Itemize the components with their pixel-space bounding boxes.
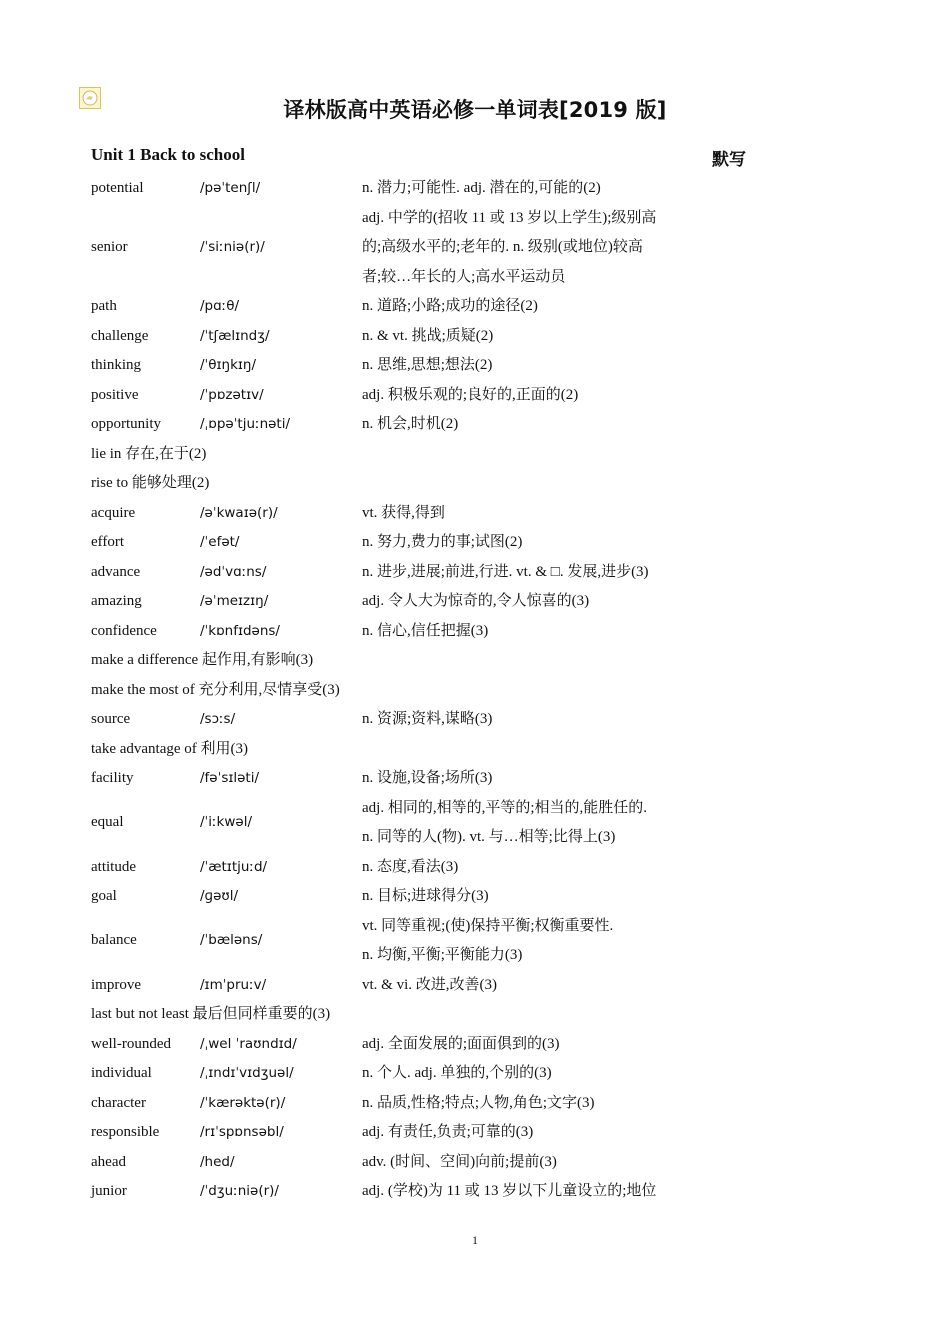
- definition-line: n. 机会,时机(2): [362, 416, 459, 432]
- vocab-phonetic: /əˈmeɪzɪŋ/: [200, 593, 269, 609]
- vocab-phonetic: /ˈθɪŋkɪŋ/: [200, 357, 257, 373]
- vocab-row: [91, 204, 731, 293]
- vocab-word: improve: [91, 976, 141, 993]
- vocab-definition: [362, 1059, 702, 1089]
- vocab-definition: [362, 617, 702, 647]
- vocab-phonetic: /ˌɒpəˈtjuːnəti/: [200, 416, 291, 432]
- vocab-word: balance: [91, 932, 137, 949]
- vocab-word: equal: [91, 814, 124, 831]
- vocab-phonetic: /ˈdʒuːniə(r)/: [200, 1183, 279, 1199]
- vocab-word: attitude: [91, 858, 136, 875]
- vocab-phonetic: /ɡəʊl/: [200, 888, 239, 904]
- definition-line: n. 资源;资料,谋略(3): [362, 711, 493, 727]
- vocab-row: [91, 912, 731, 971]
- phrase-row: [91, 440, 731, 470]
- vocab-row: [91, 351, 731, 381]
- definition-line: adj. 中学的(招收 11 或 13 岁以上学生);级别高: [362, 209, 657, 226]
- vocab-phonetic: /ˈpɒzətɪv/: [200, 386, 264, 403]
- vocab-definition: [362, 705, 702, 735]
- vocab-row: [91, 1118, 731, 1148]
- definition-line: 者;较…年长的人;高水平运动员: [362, 268, 566, 285]
- vocab-row: [91, 705, 731, 735]
- vocab-row: [91, 853, 731, 883]
- vocab-row: [91, 971, 731, 1001]
- definition-line: n. & vt. 挑战;质疑(2): [362, 327, 494, 344]
- vocab-phonetic: /ˈkærəktə(r)/: [200, 1094, 286, 1111]
- vocab-phonetic: /ˈsiːniə(r)/: [200, 239, 265, 255]
- definition-line: vt. 同等重视;(使)保持平衡;权衡重要性.: [362, 917, 614, 934]
- definition-line: n. 个人. adj. 单独的,个别的(3): [362, 1065, 552, 1081]
- definition-line: n. 品质,性格;特点;人物,角色;文字(3): [362, 1094, 595, 1111]
- vocab-definition: [362, 971, 702, 1001]
- definition-line: n. 设施,设备;场所(3): [362, 770, 493, 786]
- vocab-word: facility: [91, 770, 134, 786]
- vocab-word: acquire: [91, 504, 136, 521]
- definition-line: n. 信心,信任把握(3): [362, 622, 489, 639]
- vocab-word: goal: [91, 888, 117, 904]
- vocab-phonetic: /ˌwel ˈraʊndɪd/: [200, 1035, 297, 1052]
- definition-line: n. 努力,费力的事;试图(2): [362, 534, 523, 550]
- vocab-phonetic: /ˈiːkwəl/: [200, 814, 253, 831]
- vocab-phonetic: /əˈkwaɪə(r)/: [200, 504, 278, 521]
- vocab-definition: [362, 853, 702, 883]
- vocab-row: [91, 1089, 731, 1119]
- vocab-row: [91, 499, 731, 529]
- vocab-definition: [362, 558, 702, 588]
- phrase-row: [91, 469, 731, 499]
- vocab-phonetic: /ˈefət/: [200, 534, 240, 550]
- definition-line: 的;高级水平的;老年的. n. 级别(或地位)较高: [362, 239, 643, 255]
- definition-line: n. 潜力;可能性. adj. 潜在的,可能的(2): [362, 180, 601, 196]
- vocab-word: senior: [91, 239, 128, 255]
- document-title: 译林版高中英语必修一单词表[2019 版]: [283, 98, 667, 122]
- phrase-text: lie in 存在,在于(2): [91, 445, 207, 462]
- vocab-definition: [362, 882, 702, 912]
- vocab-word: well-rounded: [91, 1035, 171, 1052]
- vocab-row: [91, 1148, 731, 1178]
- definition-line: n. 态度,看法(3): [362, 858, 459, 875]
- vocab-phonetic: /ˈbæləns/: [200, 932, 263, 949]
- vocab-phonetic: /ˈætɪtjuːd/: [200, 858, 268, 875]
- phrase-text: rise to 能够处理(2): [91, 475, 210, 491]
- vocab-word: amazing: [91, 593, 142, 609]
- vocab-word: junior: [91, 1183, 127, 1199]
- dictation-label: 默写: [712, 150, 746, 170]
- vocab-word: responsible: [91, 1124, 160, 1140]
- vocab-phonetic: /pəˈtenʃl/: [200, 180, 261, 196]
- vocab-row: [91, 322, 731, 352]
- definition-line: n. 道路;小路;成功的途径(2): [362, 298, 538, 314]
- vocab-word: path: [91, 298, 117, 314]
- vocab-phonetic: /ˈkɒnfɪdəns/: [200, 622, 280, 639]
- vocab-definition: [362, 381, 702, 411]
- vocab-definition: [362, 204, 702, 293]
- vocab-word: thinking: [91, 357, 142, 373]
- vocab-definition: [362, 794, 702, 853]
- vocab-definition: [362, 764, 702, 794]
- vocab-definition: [362, 410, 702, 440]
- vocab-definition: [362, 322, 702, 352]
- phrase-text: make the most of 充分利用,尽情享受(3): [91, 681, 340, 698]
- vocab-word: opportunity: [91, 416, 161, 432]
- vocab-row: [91, 558, 731, 588]
- vocab-row: [91, 381, 731, 411]
- vocab-definition: [362, 1148, 702, 1178]
- vocab-row: [91, 1059, 731, 1089]
- vocab-word: confidence: [91, 622, 157, 639]
- vocab-definition: [362, 174, 702, 204]
- definition-line: n. 进步,进展;前进,行进. vt. & □. 发展,进步(3): [362, 563, 649, 580]
- vocab-word: individual: [91, 1065, 152, 1081]
- vocab-phonetic: /hed/: [200, 1153, 235, 1170]
- vocab-row: [91, 528, 731, 558]
- definition-line: adj. 相同的,相等的,平等的;相当的,能胜任的.: [362, 799, 647, 816]
- vocab-word: positive: [91, 386, 139, 403]
- vocab-row: [91, 174, 731, 204]
- vocab-phonetic: /ədˈvɑːns/: [200, 563, 267, 580]
- vocab-row: [91, 882, 731, 912]
- vocab-phonetic: /fəˈsɪləti/: [200, 770, 260, 786]
- definition-line: n. 目标;进球得分(3): [362, 888, 489, 904]
- vocab-row: [91, 587, 731, 617]
- vocab-word: source: [91, 711, 131, 727]
- vocab-row: [91, 617, 731, 647]
- vocab-definition: [362, 912, 702, 971]
- vocab-definition: [362, 1177, 702, 1207]
- phrase-text: last but not least 最后但同样重要的(3): [91, 1006, 331, 1022]
- definition-line: adj. (学校)为 11 或 13 岁以下儿童设立的;地位: [362, 1183, 657, 1199]
- vocab-definition: [362, 587, 702, 617]
- vocab-phonetic: /ˌɪndɪˈvɪdʒuəl/: [200, 1065, 294, 1081]
- definition-line: vt. 获得,得到: [362, 504, 445, 521]
- vocab-row: [91, 292, 731, 322]
- definition-line: n. 思维,思想;想法(2): [362, 357, 493, 373]
- vocab-phonetic: /sɔːs/: [200, 711, 236, 727]
- definition-line: adv. (时间、空间)向前;提前(3): [362, 1153, 557, 1170]
- definition-line: adj. 有责任,负责;可靠的(3): [362, 1124, 534, 1140]
- vocab-definition: [362, 499, 702, 529]
- vocab-phonetic: /ˈtʃælɪndʒ/: [200, 327, 270, 344]
- definition-line: adj. 全面发展的;面面俱到的(3): [362, 1035, 560, 1052]
- unit-heading: Unit 1 Back to school: [91, 145, 245, 164]
- phrase-row: [91, 646, 731, 676]
- definition-line: n. 同等的人(物). vt. 与…相等;比得上(3): [362, 829, 616, 845]
- vocab-row: [91, 794, 731, 853]
- vocab-word: ahead: [91, 1153, 126, 1170]
- vocab-word: effort: [91, 534, 125, 550]
- phrase-text: take advantage of 利用(3): [91, 740, 249, 757]
- vocab-word: potential: [91, 180, 144, 196]
- vocab-definition: [362, 1030, 702, 1060]
- vocab-phonetic: /ɪmˈpruːv/: [200, 976, 267, 993]
- definition-line: adj. 令人大为惊奇的,令人惊喜的(3): [362, 593, 590, 609]
- vocab-definition: [362, 528, 702, 558]
- phrase-text: make a difference 起作用,有影响(3): [91, 652, 314, 668]
- phrase-row: [91, 735, 731, 765]
- vocabulary-list: [91, 174, 731, 1207]
- phrase-row: [91, 676, 731, 706]
- vocab-row: [91, 1177, 731, 1207]
- vocab-word: advance: [91, 563, 141, 580]
- phrase-row: [91, 1000, 731, 1030]
- definition-line: vt. & vi. 改进,改善(3): [362, 976, 497, 993]
- vocab-phonetic: /rɪˈspɒnsəbl/: [200, 1124, 284, 1140]
- definition-line: n. 均衡,平衡;平衡能力(3): [362, 947, 523, 963]
- vocab-row: [91, 410, 731, 440]
- page-number: 1: [472, 1233, 478, 1247]
- vocab-definition: [362, 292, 702, 322]
- vocab-definition: [362, 1089, 702, 1119]
- definition-line: adj. 积极乐观的;良好的,正面的(2): [362, 386, 579, 403]
- vocab-definition: [362, 1118, 702, 1148]
- vocab-word: challenge: [91, 327, 149, 344]
- vocab-word: character: [91, 1094, 146, 1111]
- vocab-phonetic: /pɑːθ/: [200, 298, 240, 314]
- vocab-definition: [362, 351, 702, 381]
- vocab-row: [91, 764, 731, 794]
- vocab-row: [91, 1030, 731, 1060]
